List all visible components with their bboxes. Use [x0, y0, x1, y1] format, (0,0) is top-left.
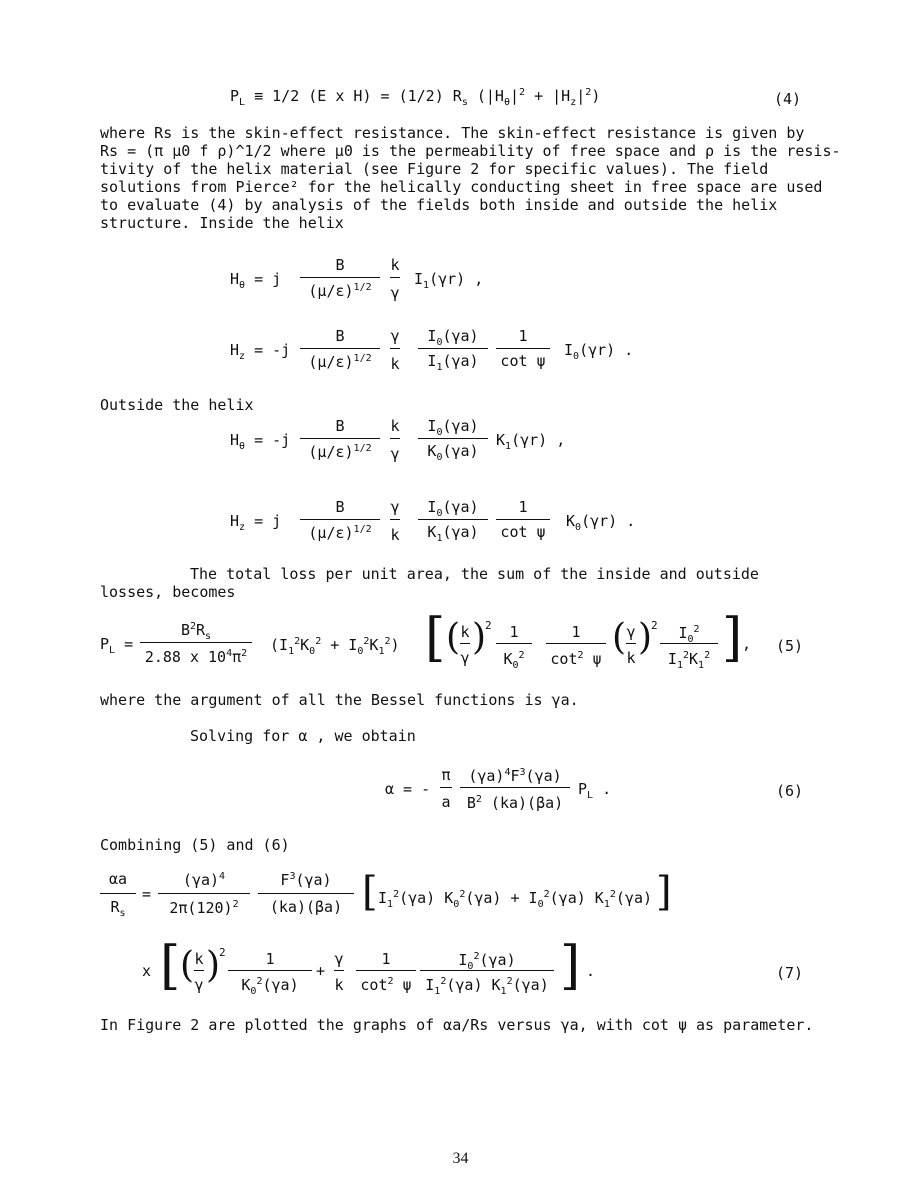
equation-5-number: (5) [776, 637, 804, 655]
paragraph-solving: Solving for α , we obtain [190, 727, 416, 745]
equation-6-number: (6) [776, 782, 804, 800]
equation-7-number: (7) [776, 964, 804, 982]
paragraph-figure-reference: In Figure 2 are plotted the graphs of αa/Rs versus γa, with cot ψ as parameter. [100, 1016, 814, 1034]
equation-4: $P_L \equiv 1/2$ (E x H) = (1/2) $R_s$ $(|H_\theta|^2 + |H_z|^2)$ [230, 87, 601, 108]
paragraph-combining: Combining (5) and (6) [100, 836, 290, 854]
equation-4-number: (4) [774, 90, 802, 108]
paragraph-total-loss: The total loss per unit area, the sum of the inside and outside losses, becomes [100, 565, 759, 601]
paragraph-bessel-argument: where the argument of all the Bessel functions is γa. [100, 691, 579, 709]
paragraph-intro: where Rs is the skin-effect resistance. The skin-effect resistance is given by Rs = (π μ0 f ρ)^1/2 where μ0 is the permeability of free space and ρ is the resis- tivity of the helix material (see Figure 2 for specific values). The field solutions from Pierce² for the helically conducting sheet in free space are used to evaluate (4) by analysis of the fields both inside and outside the helix structure. Inside the helix [100, 124, 841, 232]
outside-helix-label: Outside the helix [100, 396, 254, 414]
page-number: 34 [452, 1150, 469, 1167]
